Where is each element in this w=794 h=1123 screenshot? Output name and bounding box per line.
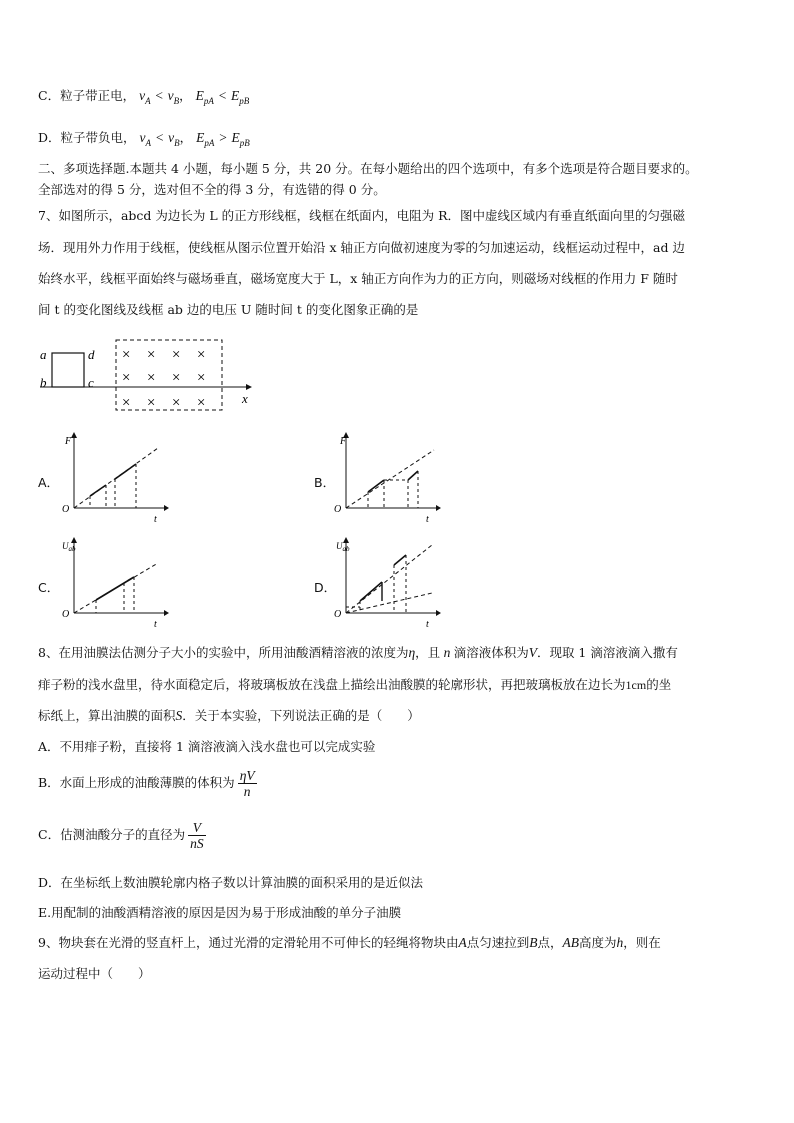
segment-ab: AB xyxy=(562,935,579,950)
q8-text: 8、在用油膜法估测分子大小的实验中，所用油酸酒精溶液的浓度为 xyxy=(38,645,409,660)
q7-option-a-label: A． xyxy=(38,475,60,490)
q7-graph-d xyxy=(332,535,442,630)
x-axis-arrow xyxy=(246,384,252,390)
q8-option-e: E.用配制的油酸酒精溶液的原因是因为易于形成油酸的单分子油膜 xyxy=(38,905,402,920)
s-symbol: S xyxy=(175,708,183,723)
field-cross: × xyxy=(196,395,207,411)
q6-c-v-relation: < xyxy=(154,88,164,103)
q6-d-v-relation: < xyxy=(155,130,165,145)
q8-text: ．关于本实验，下列说法正确的是（ ） xyxy=(182,708,420,723)
y-label: F xyxy=(65,436,72,447)
q7-option-b-label: B． xyxy=(314,475,336,490)
q9-text: ，则在 xyxy=(623,935,661,950)
section2-line2: 全部选对的得 5 分，选对但不全的得 3 分，有选错的得 0 分。 xyxy=(38,182,386,197)
q6-d-e-relation: > xyxy=(218,130,228,145)
q7-line2: 场．现用外力作用于线框，使线框从图示位置开始沿 x 轴正方向做初速度为零的匀加速运动，线框运动过程中，ad 边 xyxy=(38,240,685,255)
field-cross: × xyxy=(121,347,132,363)
field-cross: × xyxy=(146,395,157,411)
curve-segment xyxy=(115,464,136,479)
field-cross: × xyxy=(171,395,182,411)
field-cross: × xyxy=(196,370,207,386)
q9-line1 xyxy=(38,935,661,951)
q8-option-c xyxy=(38,816,206,854)
fraction-v-over-ns: $\frac{V}{nS}$ xyxy=(190,820,204,851)
y-label-sub: ab xyxy=(342,545,350,553)
x-label: t xyxy=(426,514,429,525)
q7-graph-a xyxy=(60,430,170,525)
curve-segment xyxy=(368,480,384,492)
q6-option-c: C．粒子带正电， $v_A < v_B$， $E_{pA} < E_{pB}$ xyxy=(38,88,250,106)
field-cross: × xyxy=(121,395,132,411)
q7-line3: 始终水平，线框平面始终与磁场垂直，磁场宽度大于 L，x 轴正方向作为力的正方向，则磁场对线框的作用力 F 随时 xyxy=(38,271,678,286)
cm-unit: 1cm xyxy=(625,678,647,692)
q6-option-d: D．粒子带负电， $v_A < v_B$， $E_{pA} > E_{pB}$ xyxy=(38,130,250,148)
q8-text: ．现取 1 滴溶液滴入撒有 xyxy=(536,645,678,660)
q7-figure xyxy=(36,335,256,415)
field-cross: × xyxy=(146,347,157,363)
x-label: t xyxy=(426,619,429,630)
field-cross: × xyxy=(121,370,132,386)
y-label-sub: ab xyxy=(68,545,76,553)
origin-label: O xyxy=(334,504,342,515)
f-axis-arrow xyxy=(71,432,77,438)
curve-segment xyxy=(90,485,106,496)
origin-label: O xyxy=(62,609,70,620)
y-label-main: U xyxy=(62,541,69,551)
x-label: t xyxy=(154,514,157,525)
t-axis-arrow xyxy=(164,505,169,511)
label-b: b xyxy=(40,375,47,390)
label-x: x xyxy=(242,391,248,406)
q9-line2: 运动过程中（ ） xyxy=(38,966,151,981)
field-cross: × xyxy=(196,347,207,363)
q8-text: ，且 xyxy=(415,645,441,660)
u-axis-arrow xyxy=(343,537,349,543)
y-label: F xyxy=(340,436,347,447)
point-b: B xyxy=(529,935,538,950)
y-label-main: U xyxy=(336,541,343,551)
eta-symbol: η xyxy=(408,645,416,660)
q8-text: 滴溶液体积为 xyxy=(453,645,529,660)
fraction-eta-v-over-n: $\frac{\eta V}{n}$ xyxy=(239,768,255,799)
q9-text: 9、物块套在光滑的竖直杆上，通过光滑的定滑轮用不可伸长的轻绳将物块由 xyxy=(38,935,459,950)
point-a: A xyxy=(458,935,467,950)
t-axis-arrow xyxy=(164,610,169,616)
q8-option-d: D．在坐标纸上数油膜轮廓内格子数以计算油膜的面积采用的是近似法 xyxy=(38,875,424,890)
label-d: d xyxy=(88,347,95,362)
q9-text: 高度为 xyxy=(579,935,617,950)
label-a: a xyxy=(40,347,47,362)
reference-line xyxy=(346,450,434,508)
height-h: h xyxy=(616,935,624,950)
q8-text: 痱子粉的浅水盘里，待水面稳定后，将玻璃板放在浅盘上描绘出油酸膜的轮廓形状，再把玻璃板放在边长为 xyxy=(38,677,626,692)
curve-segment xyxy=(360,582,382,601)
field-cross: × xyxy=(171,370,182,386)
q8-text: 的坐 xyxy=(646,677,672,692)
q7-option-d-label: D． xyxy=(314,580,337,595)
x-label: t xyxy=(154,619,157,630)
section2-line1: 二、多项选择题.本题共 4 小题，每小题 5 分，共 20 分。在每小题给出的四个选项中，有多个选项是符合题目要求的。 xyxy=(38,161,698,176)
q7-line4: 间 t 的变化图线及线框 ab 边的电压 U 随时间 t 的变化图象正确的是 xyxy=(38,302,419,317)
q9-text: 点， xyxy=(537,935,563,950)
q8-option-b-text: B．水面上形成的油酸薄膜的体积为 xyxy=(38,775,235,790)
q8-line1 xyxy=(38,645,678,661)
field-cross: × xyxy=(146,370,157,386)
q7-graph-c xyxy=(60,535,170,630)
q6-c-e-relation: < xyxy=(217,88,227,103)
q8-option-c-text: C．估测油酸分子的直径为 xyxy=(38,827,186,842)
v-symbol: V xyxy=(528,645,537,660)
q8-line2 xyxy=(38,677,671,693)
t-axis-arrow xyxy=(436,610,441,616)
label-c: c xyxy=(88,375,94,390)
curve-segment xyxy=(96,577,134,600)
n-symbol: n xyxy=(440,645,454,660)
q8-option-b xyxy=(38,764,257,802)
field-crosses xyxy=(121,347,206,411)
curve-segment xyxy=(394,555,406,565)
q8-text: 标纸上，算出油膜的面积 xyxy=(38,708,176,723)
q7-graph-b xyxy=(332,430,442,525)
q8-line3 xyxy=(38,708,420,724)
curve-segment xyxy=(408,471,418,480)
u-axis-arrow xyxy=(71,537,77,543)
origin-label: O xyxy=(334,609,342,620)
origin-label: O xyxy=(62,504,70,515)
square-frame xyxy=(52,353,84,387)
q7-option-c-label: C． xyxy=(38,580,60,595)
t-axis-arrow xyxy=(436,505,441,511)
q9-text: 点匀速拉到 xyxy=(466,935,530,950)
field-cross: × xyxy=(171,347,182,363)
q7-line1: 7、如图所示，abcd 为边长为 L 的正方形线框，线框在纸面内，电阻为 R．图中虚线区域内有垂直纸面向里的匀强磁 xyxy=(38,208,686,223)
q8-option-a: A．不用痱子粉，直接将 1 滴溶液滴入浅水盘也可以完成实验 xyxy=(38,739,376,754)
